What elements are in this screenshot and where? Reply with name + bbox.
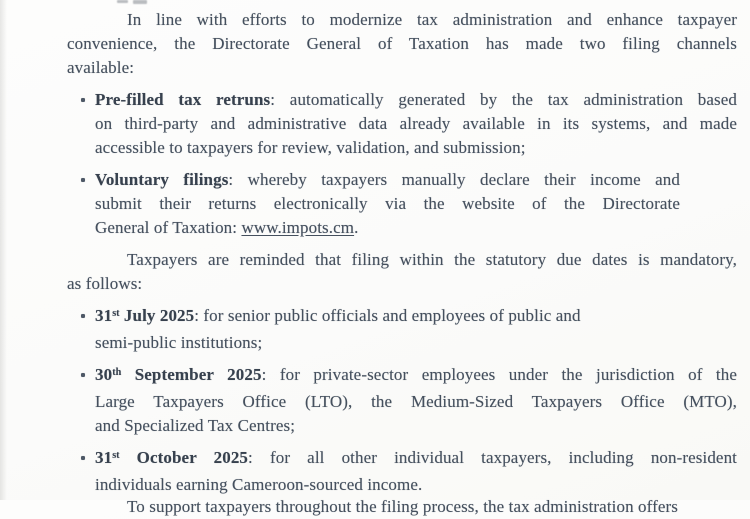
scan-edge-shadow <box>0 0 7 500</box>
text-line <box>67 331 737 355</box>
text-line <box>67 192 680 216</box>
document-body <box>67 8 737 519</box>
text-run: 31 <box>95 448 113 467</box>
text-line <box>67 414 737 438</box>
text-run: : for all other individual taxpayers, including non-resident <box>248 448 737 467</box>
text-line <box>67 112 737 136</box>
bullet-item <box>67 88 737 160</box>
text-line <box>67 8 737 32</box>
impots-url-link[interactable]: www.impots.cm <box>241 218 355 237</box>
text-run: : for private-sector employees under the jurisdiction of the <box>261 365 737 384</box>
paragraph <box>67 495 737 519</box>
bullet-item <box>67 446 737 497</box>
bullet-item <box>67 304 737 355</box>
text-line <box>67 216 680 240</box>
paragraph <box>67 248 737 296</box>
text-run: 31 <box>95 306 113 325</box>
text-run: on third-party and administrative data already available in its systems, and made <box>95 114 737 133</box>
text-run: : for senior public officials and employees of public and <box>194 306 581 325</box>
text-run: as follows: <box>67 274 143 293</box>
bullet-text-line <box>67 168 680 192</box>
text-run: To support taxpayers throughout the filing process, the tax administration offers <box>127 497 678 516</box>
bullet-item <box>67 168 737 240</box>
text-run: th <box>112 366 122 378</box>
text-run: Voluntary filings <box>95 170 229 189</box>
text-line <box>67 248 737 272</box>
text-line <box>67 272 737 296</box>
paragraph <box>67 8 737 80</box>
text-run: submit their returns electronically via the website of the Directorate <box>95 194 680 213</box>
text-line <box>67 136 737 160</box>
text-run: st <box>112 307 120 319</box>
text-line <box>67 390 737 414</box>
text-run: st <box>112 449 120 461</box>
text-run: . <box>354 218 359 237</box>
text-run: In line with efforts to modernize tax administration and enhance taxpayer <box>127 10 737 29</box>
bullet-text-line <box>67 88 737 112</box>
text-line <box>67 32 737 56</box>
text-run: available: <box>67 58 135 77</box>
text-run: : whereby taxpayers manually declare their income and <box>228 170 681 189</box>
text-line <box>67 495 737 519</box>
text-run: July 2025 <box>119 306 195 325</box>
text-run: September 2025 <box>121 365 262 384</box>
text-run: Large Taxpayers Office (LTO), the Medium-Sized Taxpayers Office (MTO), <box>95 392 737 411</box>
text-run: General of Taxation: <box>95 218 242 237</box>
text-line <box>67 473 737 497</box>
text-run: individuals earning Cameroon-sourced income. <box>95 475 423 494</box>
bullet-item <box>67 363 737 438</box>
text-run: Taxpayers are reminded that filing within the statutory due dates is mandatory, <box>127 250 737 269</box>
bullet-text-line <box>67 363 737 390</box>
text-run: convenience, the Directorate General of Taxation has made two filing channels <box>67 34 737 53</box>
text-run: semi-public institutions; <box>95 333 263 352</box>
text-run: : automatically generated by the tax administration based <box>270 90 737 109</box>
scan-artifact <box>117 0 128 3</box>
bullet-text-line <box>67 446 737 473</box>
text-run: Pre-filled tax retruns <box>95 90 271 109</box>
bullet-text-line <box>67 304 737 331</box>
text-line <box>67 56 737 80</box>
scan-artifact <box>133 0 147 4</box>
text-run: October 2025 <box>119 448 249 467</box>
text-run: accessible to taxpayers for review, validation, and submission; <box>95 138 526 157</box>
text-run: and Specialized Tax Centres; <box>95 416 296 435</box>
text-run: 30 <box>95 365 113 384</box>
